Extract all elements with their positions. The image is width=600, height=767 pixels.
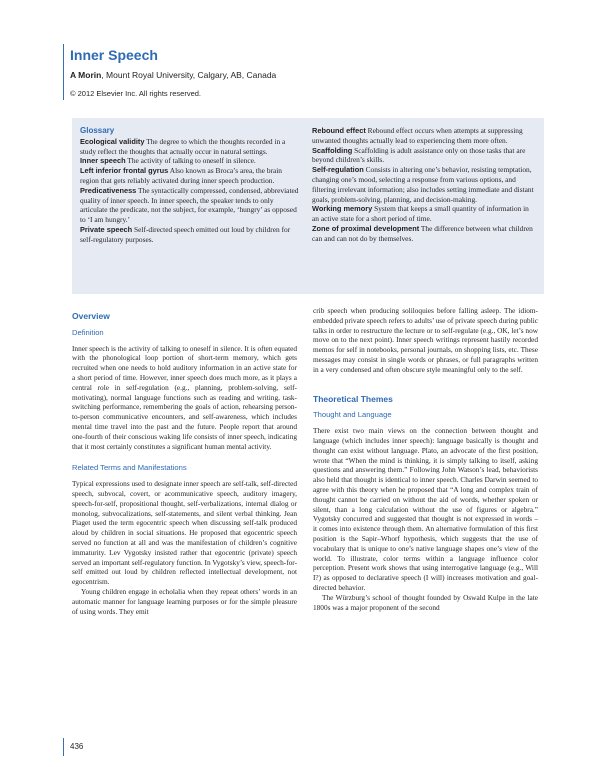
definition-paragraph: Inner speech is the activity of talking to oneself in silence. It is often equated with the phonological loop portion of short-term memory, which gets recruited when one needs to hold auditory information in an active state for a short period of time. However, inner speech does much more, as it plays a central role in self-regulation (e.g., planning, problem-solving, self-motivating), normal language functions such as reading and writing, task-switching performance, remembering the goals of action, rehearsing person-to-person communicative encounters, and self-awareness, which includes mental time travel into the past and the future. People report that around one-fourth of their conscious waking life consists of inner speech, indicating that it most certainly constitutes a significant human mental activity.: [72, 343, 297, 451]
glossary-definition: Scaffolding is adult assistance only on those tasks that are beyond children’s skills.: [312, 145, 526, 165]
glossary-term: Predicativeness: [80, 185, 137, 195]
glossary-definition: Self-directed speech emitted out loud by children for self-regulatory purposes.: [80, 224, 291, 244]
glossary-heading: Glossary: [80, 126, 115, 135]
glossary-term: Working memory: [312, 204, 373, 214]
glossary-definition: Rebound effect occurs when attempts at suppressing unwanted thoughts actually lead to experiencing them more often.: [312, 126, 523, 145]
echolalia-paragraph: Young children engage in echolalia when they repeat others’ words in an automatic manner for language learning purposes or for the simple pleasure of using words. They emit: [72, 586, 297, 616]
glossary-definition: The difference between what children can and can not do by themselves.: [312, 223, 533, 243]
glossary-term: Scaffolding: [312, 145, 353, 155]
glossary-definition: The activity of talking to oneself in silence.: [125, 156, 256, 166]
glossary-definition: The degree to which the thoughts recorded in a study reflect the thoughts that actually occur in natural settings.: [80, 136, 286, 156]
glossary-entry: [80, 137, 302, 157]
left-text-column: [72, 300, 297, 616]
article-title: Inner Speech: [70, 47, 158, 63]
glossary-term: Self-regulation: [312, 165, 364, 175]
glossary-entry: [80, 186, 302, 225]
glossary-entry: [80, 225, 302, 245]
glossary-definition: Also known as Broca’s area, the brain region that gets reliably activated during inner speech production.: [80, 166, 282, 185]
glossary-right-column: [312, 126, 534, 244]
glossary-entry: [312, 165, 534, 204]
glossary-term: Zone of proximal development: [312, 223, 420, 233]
page-number: 436: [70, 742, 84, 751]
glossary-term: Inner speech: [80, 156, 126, 166]
right-text-column: [313, 306, 538, 612]
glossary-entry: [312, 204, 534, 224]
author-name: A Morin: [70, 70, 102, 80]
glossary-entry: [312, 146, 534, 166]
glossary-entry: [80, 166, 302, 186]
copyright: © 2012 Elsevier Inc. All rights reserved.: [70, 89, 202, 98]
definition-heading: Definition: [72, 327, 104, 337]
wurzburg-paragraph: The Würzburg’s school of thought founded by Oswald Kulpe in the late 1800s was a major proponent of the second: [313, 592, 538, 612]
glossary-entry: [80, 156, 302, 166]
glossary-term: Left inferior frontal gyrus: [80, 166, 169, 176]
header-rule: [63, 44, 64, 100]
glossary-definition: System that keeps a small quantity of information in an active state for a short period of time.: [312, 204, 529, 224]
glossary-box: [72, 118, 544, 294]
theoretical-themes-heading: Theoretical Themes: [313, 393, 393, 404]
author-affiliation: , Mount Royal University, Calgary, AB, Canada: [101, 70, 277, 80]
glossary-left-column: [80, 126, 302, 245]
glossary-entry: [312, 224, 534, 244]
overview-heading: Overview: [72, 311, 110, 321]
glossary-entry: [312, 126, 534, 146]
related-terms-heading: Related Terms and Manifestations: [72, 463, 187, 473]
thought-language-heading: Thought and Language: [313, 410, 392, 420]
glossary-definition: Consists in altering one’s behavior, resisting temptation, changing one’s mood, selecting a response from various options, and filtering irrelevant information; also includes setting immediate and distant goals, problem-solving, planning, and decision-making.: [312, 165, 534, 204]
thought-language-paragraph: There exist two main views on the connection between thought and language (which includes inner speech): language basically is thought and thought can exist without language. Plato, an advocate of the first position, wrote that “When the mind is thinking, it is simply talking to itself, asking questions and answering them.” Following John Watson’s lead, behaviorists also held that thought is identical to inner speech. Charles Darwin seemed to agree with this theory when he proposed that “A long and complex train of thought cannot be carried on without the aid of words, whether spoken or silent, than a long calculation without the use of figures or algebra.” Vygotsky concurred and suggested that thought is not expressed in words – it comes into existence through them. An alternative formulation of this first position is the Sapir–Whorf hypothesis, which suggests that the use of vocabulary that is unique to one’s native language shapes one’s view of the world. To illustrate, color terms within a language influence color perception. Present work shows that using interrogative language (e.g., Will I?) as opposed to declarative speech (I will) increases motivation and goal-directed behavior.: [313, 426, 538, 592]
glossary-term: Ecological validity: [80, 136, 145, 146]
author-line: [70, 70, 276, 80]
continued-paragraph: crib speech when producing soliloquies before falling asleep. The idiom-embedded private speech refers to adults’ use of private speech during public talks in order to restructure the lecture or to self-regulate (e.g., OK, let’s now move on to the next point). Inner speech writings represent hastily recorded memos for self in notebooks, personal journals, on shopping lists, etc. These messages may consist in single words or phrases, or full paragraphs written in a very condensed and often obscure style meaningful only to the self.: [313, 306, 538, 374]
glossary-definition: The syntactically compressed, condensed, abbreviated quality of inner speech. In inner speech, the speaker tends to only articulate the predicate, not the subject, for example, ‘hungry’ as opposed to ‘I am hungry.’: [80, 185, 299, 225]
related-terms-paragraph: Typical expressions used to designate inner speech are self-talk, self-directed speech, subvocal, covert, or acommunicative speech, auditory imagery, speech-for-self, propositional thought, self-verbalizations, internal dialog or monolog, subvocalizations, self-statements, and silent verbal thinking. Jean Piaget used the term egocentric speech when discussing self-talk produced aloud by children in social situations. He proposed that egocentric speech served no function at all and was the manifestation of children’s cognitive immaturity. Lev Vygotsky insisted rather that egocentric (private) speech served an important self-regulatory function. In Vygotsky’s view, speech-for-self emitted out loud by children reflected intellectual development, not egocentrism.: [72, 479, 297, 587]
footer-rule: [63, 738, 64, 756]
glossary-term: Rebound effect: [312, 126, 366, 135]
glossary-term: Private speech: [80, 224, 133, 234]
